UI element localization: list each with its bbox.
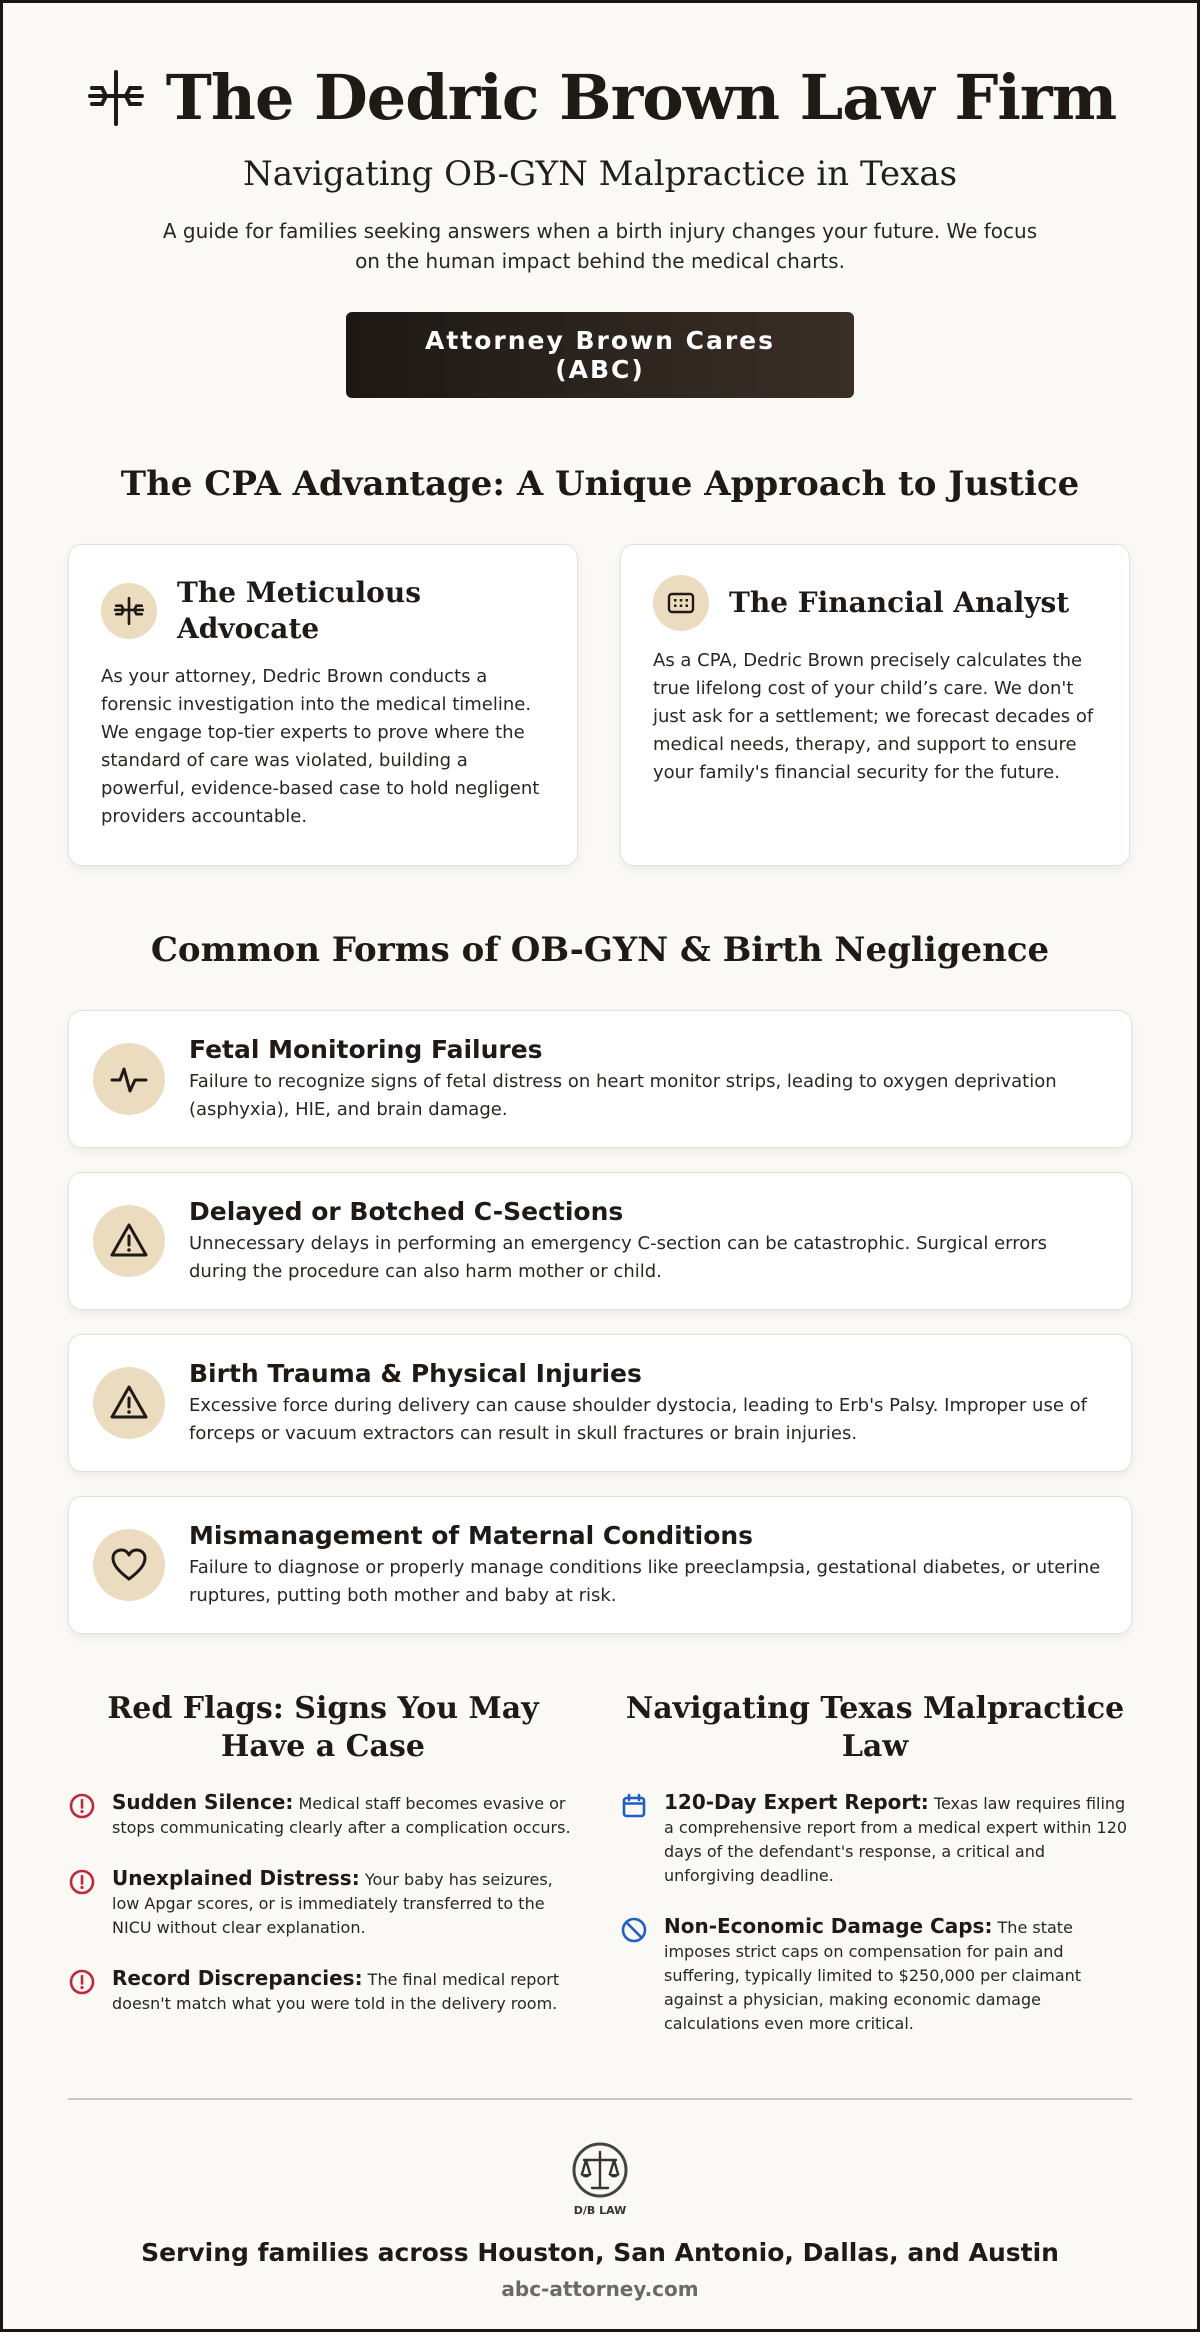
red-flags-column [68,1690,578,2036]
info-columns [3,1690,1197,2036]
logo-text: D/B LAW [573,2204,627,2217]
ban-icon [620,1916,648,1944]
heartbeat-icon [93,1043,165,1115]
item-title: Delayed or Botched C-Sections [189,1196,624,1226]
firm-logo [568,2140,632,2220]
law-text: The state imposes strict caps on compensation for pain and suffering, typically limited to $250,000 per claimant against a physician, making economic damage calculations even more critical. [664,1918,1082,2033]
list-item [68,1172,1132,1310]
cpa-cards [3,544,1197,866]
item-title: Mismanagement of Maternal Conditions [189,1520,754,1550]
card-title: The Meticulous Advocate [177,576,421,645]
intro-text: A guide for families seeking answers when a birth injury changes your future. We focus on the human impact behind the medical charts. [162,219,1038,273]
texas-law-column [620,1690,1130,2036]
list-item [68,1334,1132,1472]
scales-icon [101,583,157,639]
list-item [620,1914,1130,2036]
red-flags-title: Red Flags: Signs You May Have a Case [107,1691,539,1764]
negligence-list [3,1010,1197,1634]
flag-label: Unexplained Distress: [112,1866,360,1890]
alert-circle-icon [68,1792,96,1820]
item-body: Failure to diagnose or properly manage conditions like preeclampsia, gestational diabetes, or uterine ruptures, putting both mother and baby at risk. [189,1556,1101,1606]
item-body: Unnecessary delays in performing an emergency C-section can be catastrophic. Surgical errors during the procedure can also harm mother or child. [189,1232,1048,1282]
firm-title: The Dedric Brown Law Firm [165,61,1117,134]
website-link[interactable]: abc-attorney.com [501,2277,699,2301]
law-label: Non-Economic Damage Caps: [664,1914,993,1938]
heart-icon [93,1529,165,1601]
flag-text: Your baby has seizures, low Apgar scores, or is immediately transferred to the NICU without clear explanation. [112,1870,553,1937]
service-area: Serving families across Houston, San Antonio, Dallas, and Austin [141,2238,1059,2267]
hero [3,3,1197,398]
footer-divider [68,2098,1132,2100]
law-label: 120-Day Expert Report: [664,1790,929,1814]
scales-icon [84,66,148,130]
calendar-icon [620,1792,648,1820]
flag-text: The final medical report doesn't match what you were told in the delivery room. [112,1970,560,2013]
alert-circle-icon [68,1868,96,1896]
item-body: Excessive force during delivery can cause shoulder dystocia, leading to Erb's Palsy. Improper use of forceps or vacuum extractors can result in skull fractures or brain injuries. [189,1394,1087,1444]
card-body: As a CPA, Dedric Brown precisely calculates the true lifelong cost of your child’s care. We don't just ask for a settlement; we forecast decades of medical needs, therapy, and support to ensure your family's financial security for the future. [653,650,1094,783]
flag-text: Medical staff becomes evasive or stops communicating clearly after a complication occurs. [112,1794,571,1837]
list-item [68,1966,578,2016]
card-title: The Financial Analyst [729,586,1070,619]
list-item [68,1496,1132,1634]
flag-label: Sudden Silence: [112,1790,294,1814]
negligence-section-title: Common Forms of OB-GYN & Birth Negligence [150,930,1050,970]
page [3,3,1197,2329]
brand [3,61,1197,134]
warning-icon [93,1205,165,1277]
flag-label: Record Discrepancies: [112,1966,363,1990]
analyst-card [620,544,1130,866]
abc-cta-button[interactable]: Attorney Brown Cares (ABC) [346,312,854,398]
calculator-icon [653,575,709,631]
alert-circle-icon [68,1968,96,1996]
advocate-card [68,544,578,866]
list-item [620,1790,1130,1888]
list-item [68,1866,578,1940]
item-body: Failure to recognize signs of fetal distress on heart monitor strips, leading to oxygen deprivation (asphyxia), HIE, and brain damage. [189,1070,1057,1120]
list-item [68,1010,1132,1148]
item-title: Fetal Monitoring Failures [189,1034,543,1064]
cpa-section-title: The CPA Advantage: A Unique Approach to Justice [120,464,1080,504]
card-body: As your attorney, Dedric Brown conducts a forensic investigation into the medical timeline. We engage top-tier experts to prove where the standard of care was violated, building a powerful, evidence-based case to hold negligent providers accountable. [101,666,540,827]
list-item [68,1790,578,1840]
page-subtitle: Navigating OB-GYN Malpractice in Texas [242,154,958,194]
warning-icon [93,1367,165,1439]
law-text: Texas law requires filing a comprehensive report from a medical expert within 120 days of the defendant's response, a critical and unforgiving deadline. [664,1794,1128,1885]
texas-law-title: Navigating Texas Malpractice Law [625,1691,1125,1764]
item-title: Birth Trauma & Physical Injuries [189,1358,642,1388]
footer [3,2140,1197,2301]
